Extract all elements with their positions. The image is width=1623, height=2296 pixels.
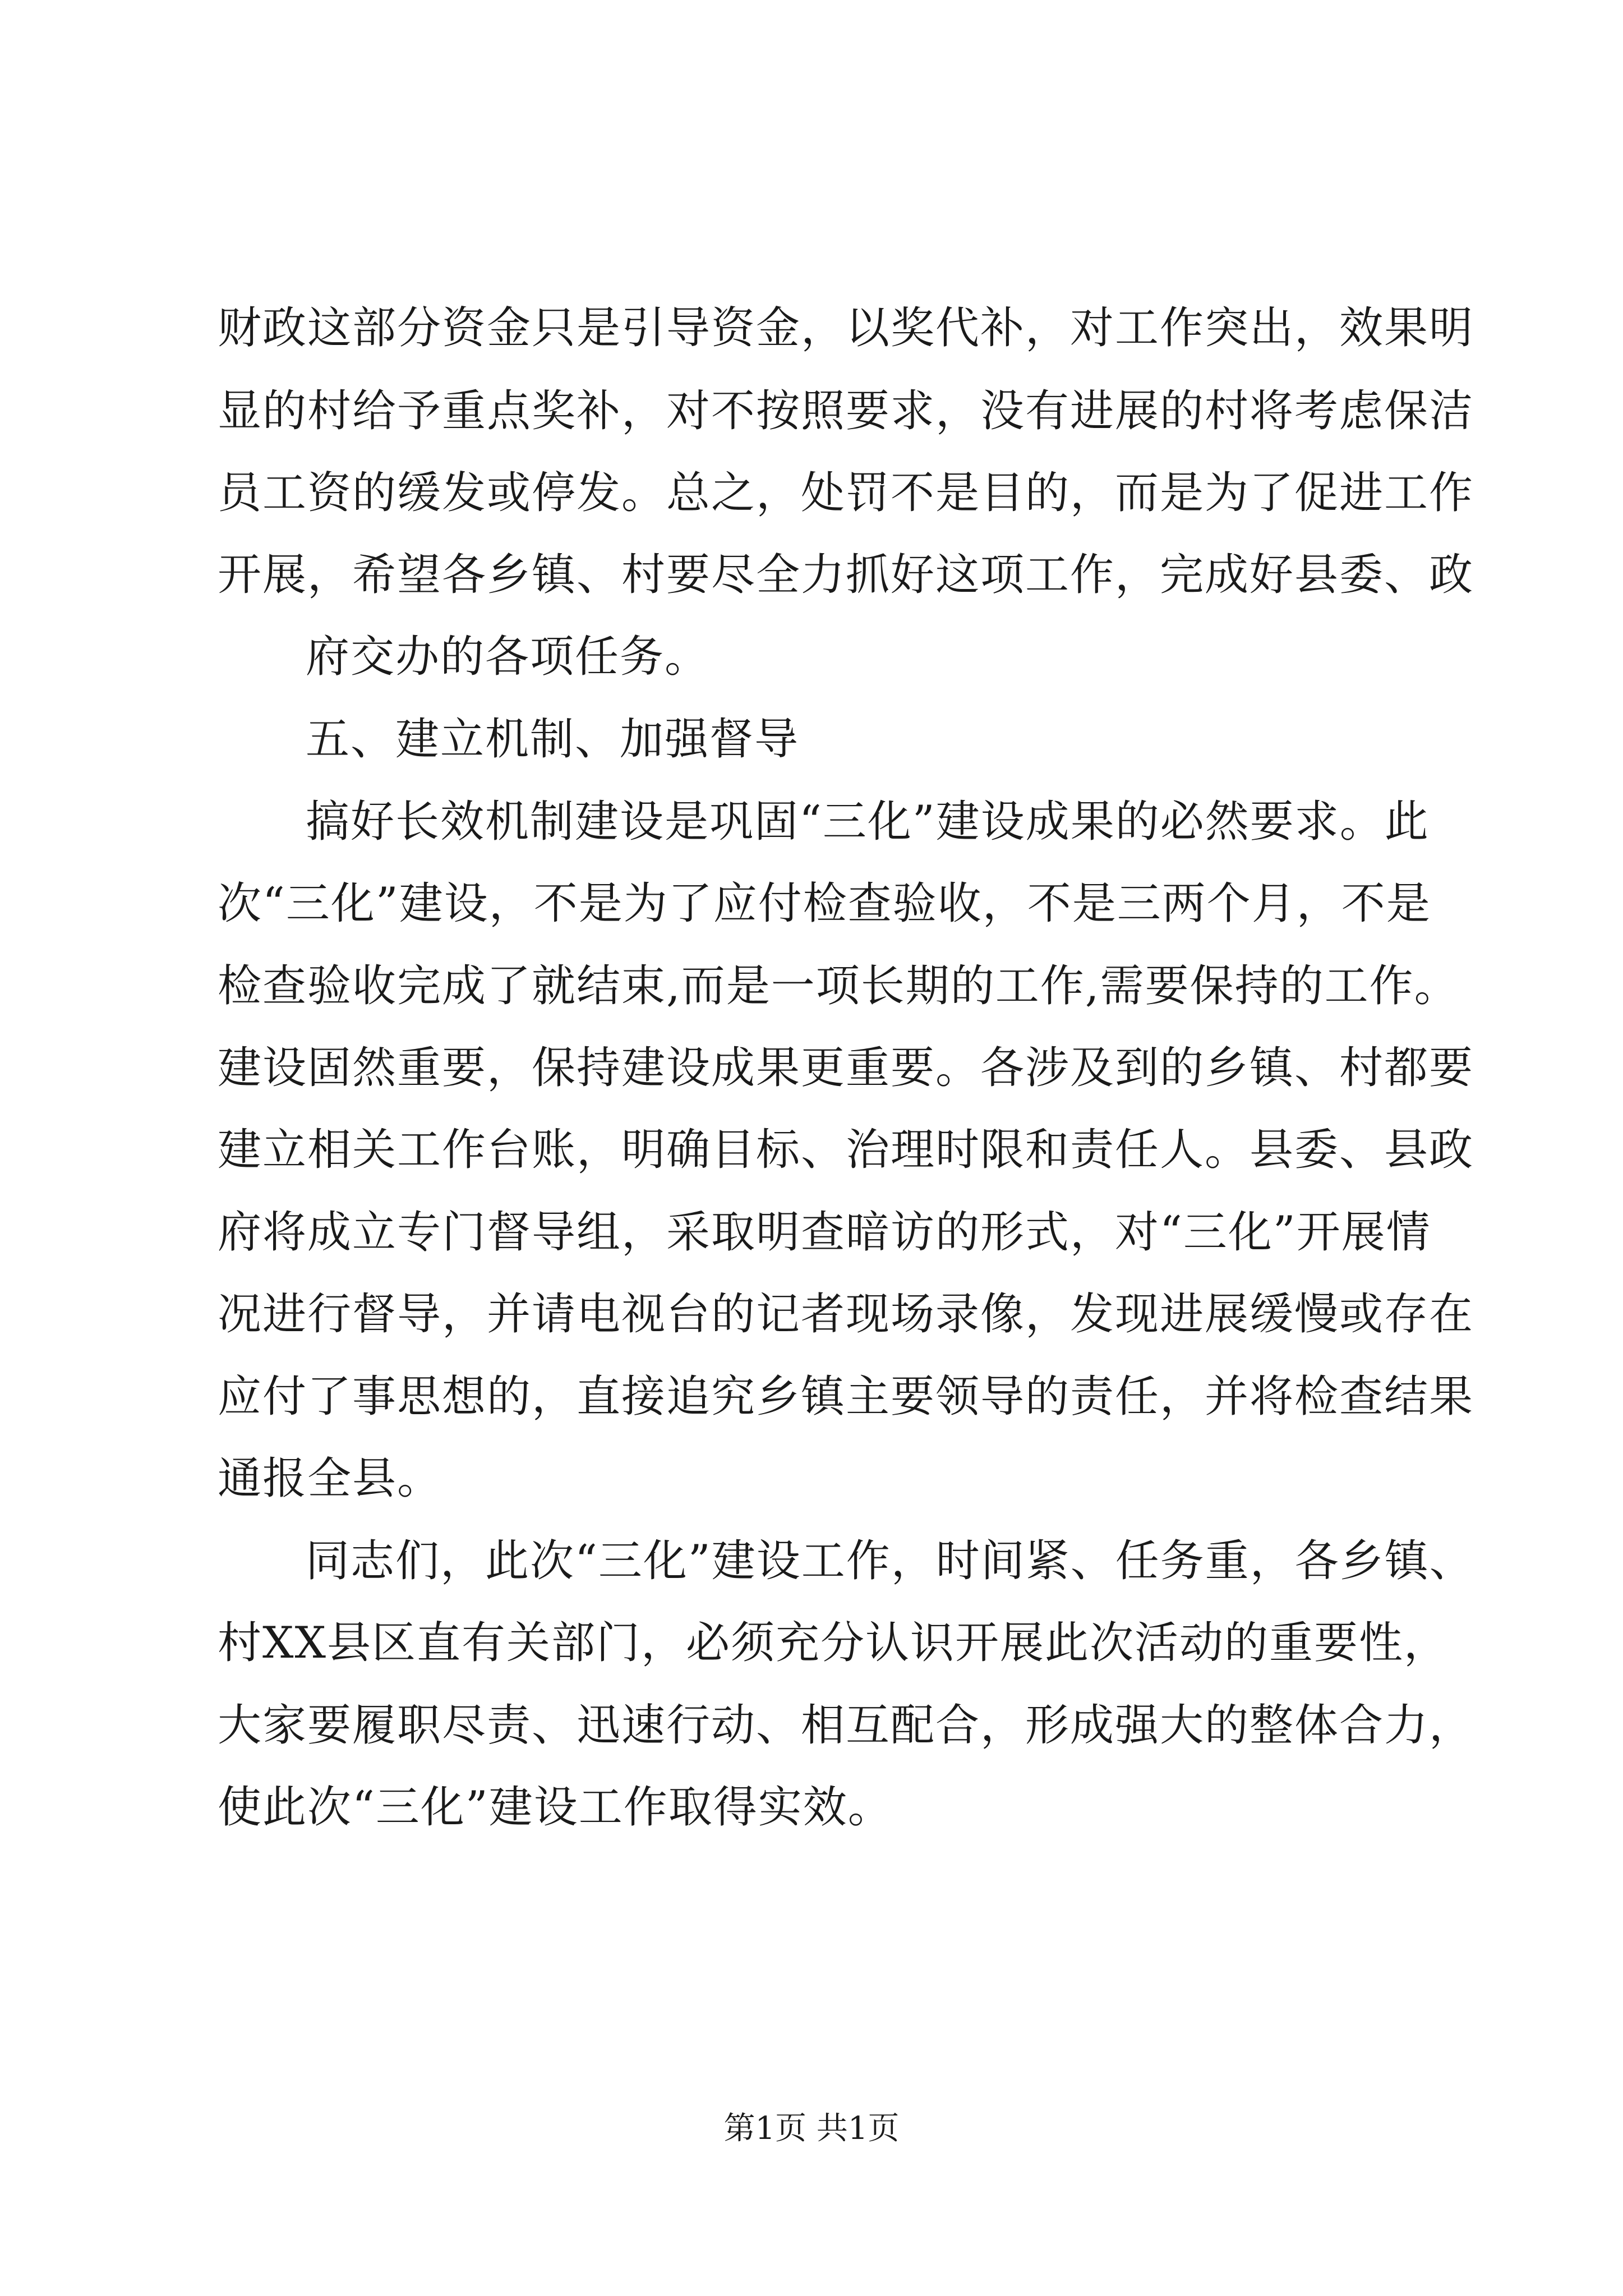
paragraph-line: 开展，希望各乡镇、村要尽全力抓好这项工作，完成好县委、政 <box>218 550 1474 600</box>
paragraph-line: 检查验收完成了就结束,而是一项长期的工作,需要保持的工作。 <box>218 961 1459 1011</box>
paragraph-line: 使此次“三化”建设工作取得实效。 <box>218 1782 893 1833</box>
paragraph-line: 大家要履职尽责、迅速行动、相互配合，形成强大的整体合力， <box>218 1700 1474 1751</box>
paragraph-line: 搞好长效机制建设是巩固“三化”建设成果的必然要求。此 <box>306 797 1430 847</box>
paragraph-line: 村XX县区直有关部门，必须充分认识开展此次活动的重要性， <box>218 1618 1449 1668</box>
section-heading: 五、建立机制、加强督导 <box>306 714 800 765</box>
paragraph-line: 通报全县。 <box>218 1453 442 1504</box>
paragraph-line: 同志们，此次“三化”建设工作，时间紧、任务重，各乡镇、 <box>306 1536 1474 1586</box>
paragraph-line: 应付了事思想的，直接追究乡镇主要领导的责任，并将检查结果 <box>218 1372 1474 1422</box>
paragraph-line: 府将成立专门督导组，采取明查暗访的形式，对“三化”开展情 <box>218 1207 1431 1258</box>
paragraph-line: 况进行督导，并请电视台的记者现场录像，发现进展缓慢或存在 <box>218 1289 1474 1340</box>
paragraph-line: 建设固然重要，保持建设成果更重要。各涉及到的乡镇、村都要 <box>218 1043 1474 1093</box>
paragraph-line: 显的村给予重点奖补，对不按照要求，没有进展的村将考虑保洁 <box>218 386 1474 436</box>
paragraph-line: 次“三化”建设，不是为了应付检查验收，不是三两个月，不是 <box>218 878 1431 929</box>
paragraph-line: 府交办的各项任务。 <box>306 632 710 682</box>
paragraph-line: 建立相关工作台账，明确目标、治理时限和责任人。县委、县政 <box>218 1125 1474 1175</box>
paragraph-line: 财政这部分资金只是引导资金，以奖代补，对工作突出，效果明 <box>218 303 1474 353</box>
page-footer: 第1页 共1页 <box>723 2110 900 2147</box>
paragraph-line: 员工资的缓发或停发。总之，处罚不是目的，而是为了促进工作 <box>218 468 1474 518</box>
